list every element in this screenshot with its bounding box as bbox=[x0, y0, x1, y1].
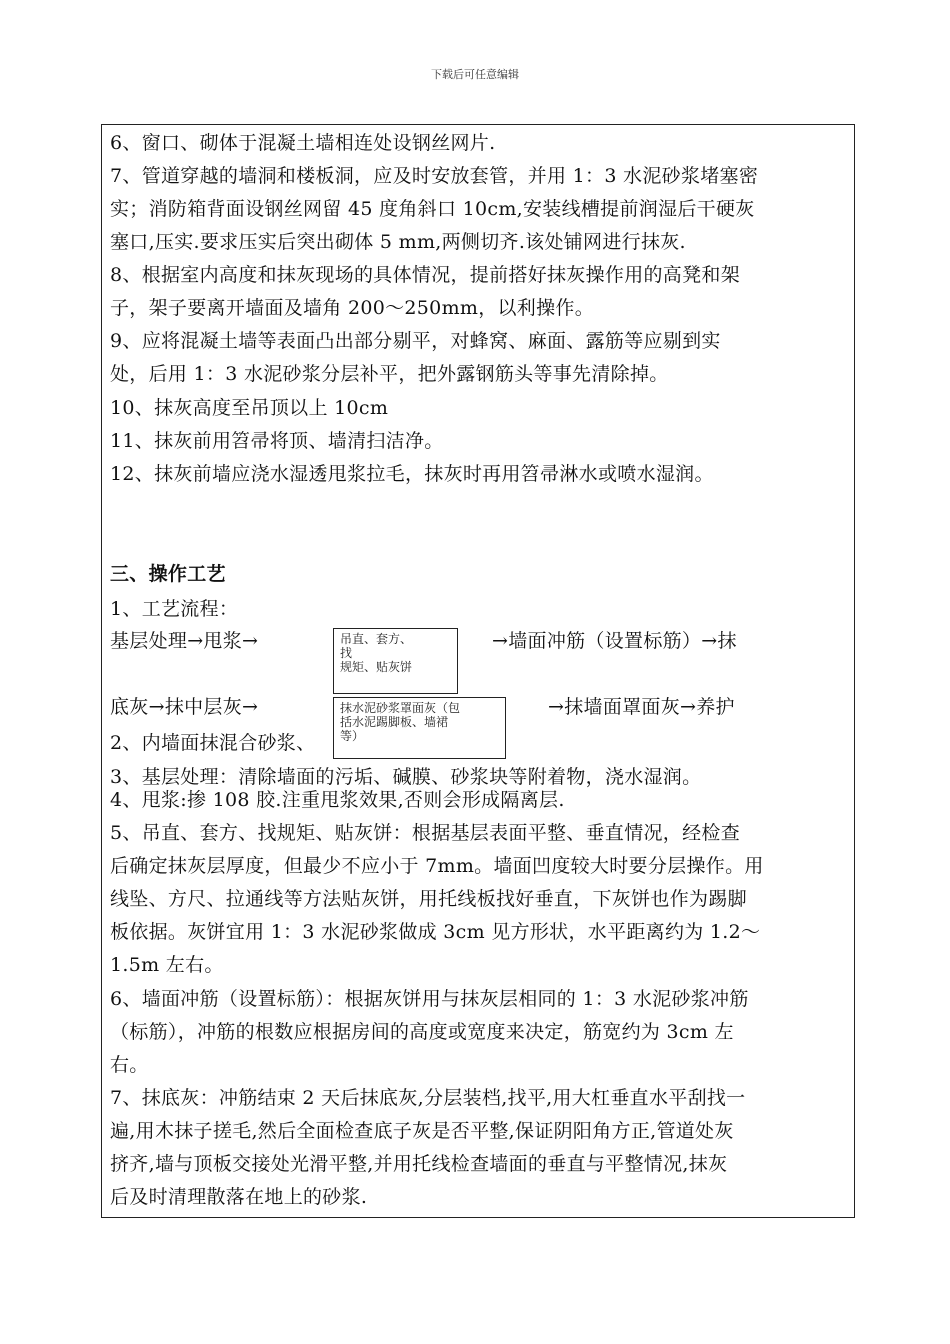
flow-box-cement-cover-line: 抹水泥砂浆罩面灰（包 bbox=[340, 701, 461, 715]
flow-item2: 2、内墙面抹混合砂浆、 bbox=[110, 732, 316, 754]
text-line: 11、抹灰前用笤帚将顶、墙清扫洁净。 bbox=[110, 430, 444, 452]
flow-intro: 1、工艺流程： bbox=[110, 598, 239, 620]
flow-box-cement-cover bbox=[333, 697, 506, 759]
text-line: 10、抹灰高度至吊顶以上 10cm bbox=[110, 397, 389, 419]
flow-row1-right: →墙面冲筋（设置标筋）→抹 bbox=[492, 630, 737, 652]
text-line: 7、抹底灰：冲筋结束 2 天后抹底灰,分层装档,找平,用大杠垂直水平刮找一 bbox=[110, 1087, 746, 1109]
page-header-note: 下载后可任意编辑 bbox=[431, 68, 519, 81]
text-line: 7、管道穿越的墙洞和楼板洞，应及时安放套管，并用 1：3 水泥砂浆堵塞密 bbox=[110, 165, 759, 187]
flow-box-leveling bbox=[333, 628, 458, 694]
text-line: 板依据。灰饼宜用 1：3 水泥砂浆做成 3cm 见方形状，水平距离约为 1.2～ bbox=[110, 921, 761, 943]
flow-box-leveling-line: 规矩、贴灰饼 bbox=[340, 660, 413, 674]
flow-box-cement-cover-line: 括水泥踢脚板、墙裙 bbox=[340, 715, 449, 729]
text-line: 后及时清理散落在地上的砂浆. bbox=[110, 1186, 368, 1208]
text-line: 线坠、方尺、拉通线等方法贴灰饼，用托线板找好垂直，下灰饼也作为踢脚 bbox=[110, 888, 747, 910]
content-frame bbox=[101, 124, 855, 1218]
flow-box-leveling-line: 吊直、套方、 bbox=[340, 632, 413, 646]
section-title: 三、操作工艺 bbox=[110, 563, 226, 585]
flow-row1-left: 基层处理→甩浆→ bbox=[110, 630, 259, 652]
text-line: 6、墙面冲筋（设置标筋）：根据灰饼用与抹灰层相同的 1：3 水泥砂浆冲筋 bbox=[110, 988, 749, 1010]
text-line: 右。 bbox=[110, 1054, 149, 1076]
text-line: 塞口,压实.要求压实后突出砌体 5 mm,两侧切齐.该处铺网进行抹灰. bbox=[110, 231, 686, 253]
text-line: 9、应将混凝土墙等表面凸出部分剔平，对蜂窝、麻面、露筋等应剔到实 bbox=[110, 330, 721, 352]
flow-box-cement-cover-line: 等） bbox=[340, 729, 365, 743]
text-line: 5、吊直、套方、找规矩、贴灰饼：根据基层表面平整、垂直情况，经检查 bbox=[110, 822, 740, 844]
text-line: 4、甩浆:掺 108 胶.注重甩浆效果,否则会形成隔离层. bbox=[110, 789, 565, 811]
text-line: 子，架子要离开墙面及墙角 200～250mm，以利操作。 bbox=[110, 297, 595, 319]
text-line: （标筋），冲筋的根数应根据房间的高度或宽度来决定，筋宽约为 3cm 左 bbox=[110, 1021, 734, 1043]
text-line: 实；消防箱背面设钢丝网留 45 度角斜口 10cm,安装线槽提前润湿后干硬灰 bbox=[110, 198, 755, 220]
text-line: 3、基层处理：清除墙面的污垢、碱膜、砂浆块等附着物，浇水湿润。 bbox=[110, 766, 702, 788]
text-line: 挤齐,墙与顶板交接处光滑平整,并用托线检查墙面的垂直与平整情况,抹灰 bbox=[110, 1153, 728, 1175]
text-line: 8、根据室内高度和抹灰现场的具体情况，提前搭好抹灰操作用的高凳和架 bbox=[110, 264, 740, 286]
text-line: 后确定抹灰层厚度，但最少不应小于 7mm。墙面凹度较大时要分层操作。用 bbox=[110, 855, 764, 877]
flow-row2-right: →抹墙面罩面灰→养护 bbox=[548, 696, 735, 718]
flow-box-leveling-line: 找 bbox=[340, 646, 353, 660]
text-line: 1.5m 左右。 bbox=[110, 954, 224, 976]
text-line: 遍,用木抹子搓毛,然后全面检查底子灰是否平整,保证阴阳角方正,管道处灰 bbox=[110, 1120, 734, 1142]
flow-row2-left: 底灰→抹中层灰→ bbox=[110, 696, 259, 718]
text-line: 处，后用 1：3 水泥砂浆分层补平，把外露钢筋头等事先清除掉。 bbox=[110, 363, 669, 385]
text-line: 6、窗口、砌体于混凝土墙相连处设钢丝网片. bbox=[110, 132, 496, 154]
text-line: 12、抹灰前墙应浇水湿透甩浆拉毛，抹灰时再用笤帚淋水或喷水湿润。 bbox=[110, 463, 714, 485]
